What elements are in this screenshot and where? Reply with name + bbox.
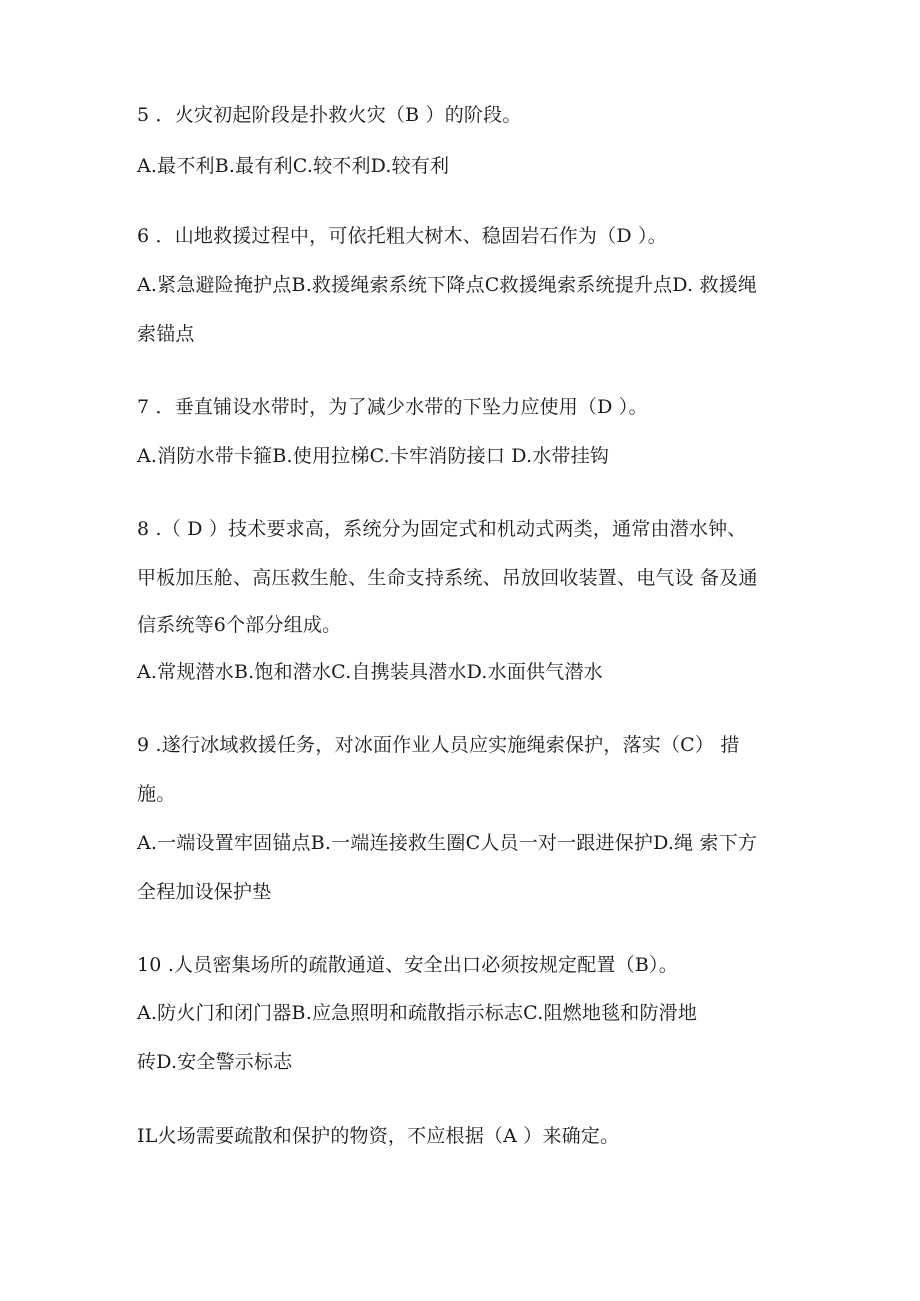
- question-7-stem: 7 ．垂直铺设水带时，为了减少水带的下坠力应使用（D ）。: [137, 396, 648, 418]
- question-9-options: A.一端设置牢固锚点B.一端连接救生圈C人员一对一跟进保护D.绳 索下方: [137, 832, 758, 854]
- question-8-options: A.常规潜水B.饱和潜水C.自携装具潜水D.水面供气潜水: [137, 661, 603, 683]
- question-10-options-cont: 砖D.安全警示标志: [137, 1051, 293, 1073]
- question-8-stem: 8 .（ D ）技术要求高，系统分为固定式和机动式两类，通常由潜水钟、: [137, 518, 747, 540]
- question-6-options-cont: 索锚点: [137, 323, 195, 345]
- question-8-stem-cont-1: 甲板加压舱、高压救生舱、生命支持系统、吊放回收装置、电气设 备及通: [137, 567, 758, 589]
- question-8-stem-cont-2: 信系统等6个部分组成。: [137, 614, 342, 636]
- question-6-options: A.紧急避险掩护点B.救援绳索系统下降点C救援绳索系统提升点D. 救援绳: [137, 274, 758, 296]
- question-10-stem: 10 .人员密集场所的疏散通道、安全出口必须按规定配置（B）。: [137, 954, 678, 976]
- question-6-stem: 6 ．山地救援过程中，可依托粗大树木、稳固岩石作为（D ）。: [137, 225, 667, 247]
- question-5-options: A.最不利B.最有利C.较不利D.较有利: [137, 155, 450, 177]
- question-10-options: A.防火门和闭门器B.应急照明和疏散指示标志C.阻燃地毯和防滑地: [137, 1002, 698, 1024]
- question-5-stem: 5 ．火灾初起阶段是扑救火灾（B ）的阶段。: [137, 104, 522, 126]
- question-9-options-cont: 全程加设保护垫: [137, 881, 272, 903]
- question-11-stem: IL火场需要疏散和保护的物资，不应根据（A ）来确定。: [137, 1125, 620, 1147]
- question-9-stem: 9 .遂行冰域救援任务，对冰面作业人员应实施绳索保护，落实（C） 措: [137, 734, 740, 756]
- question-7-options: A.消防水带卡箍B.使用拉梯C.卡牢消防接口 D.水带挂钩: [137, 445, 610, 467]
- question-9-stem-cont: 施。: [137, 783, 176, 805]
